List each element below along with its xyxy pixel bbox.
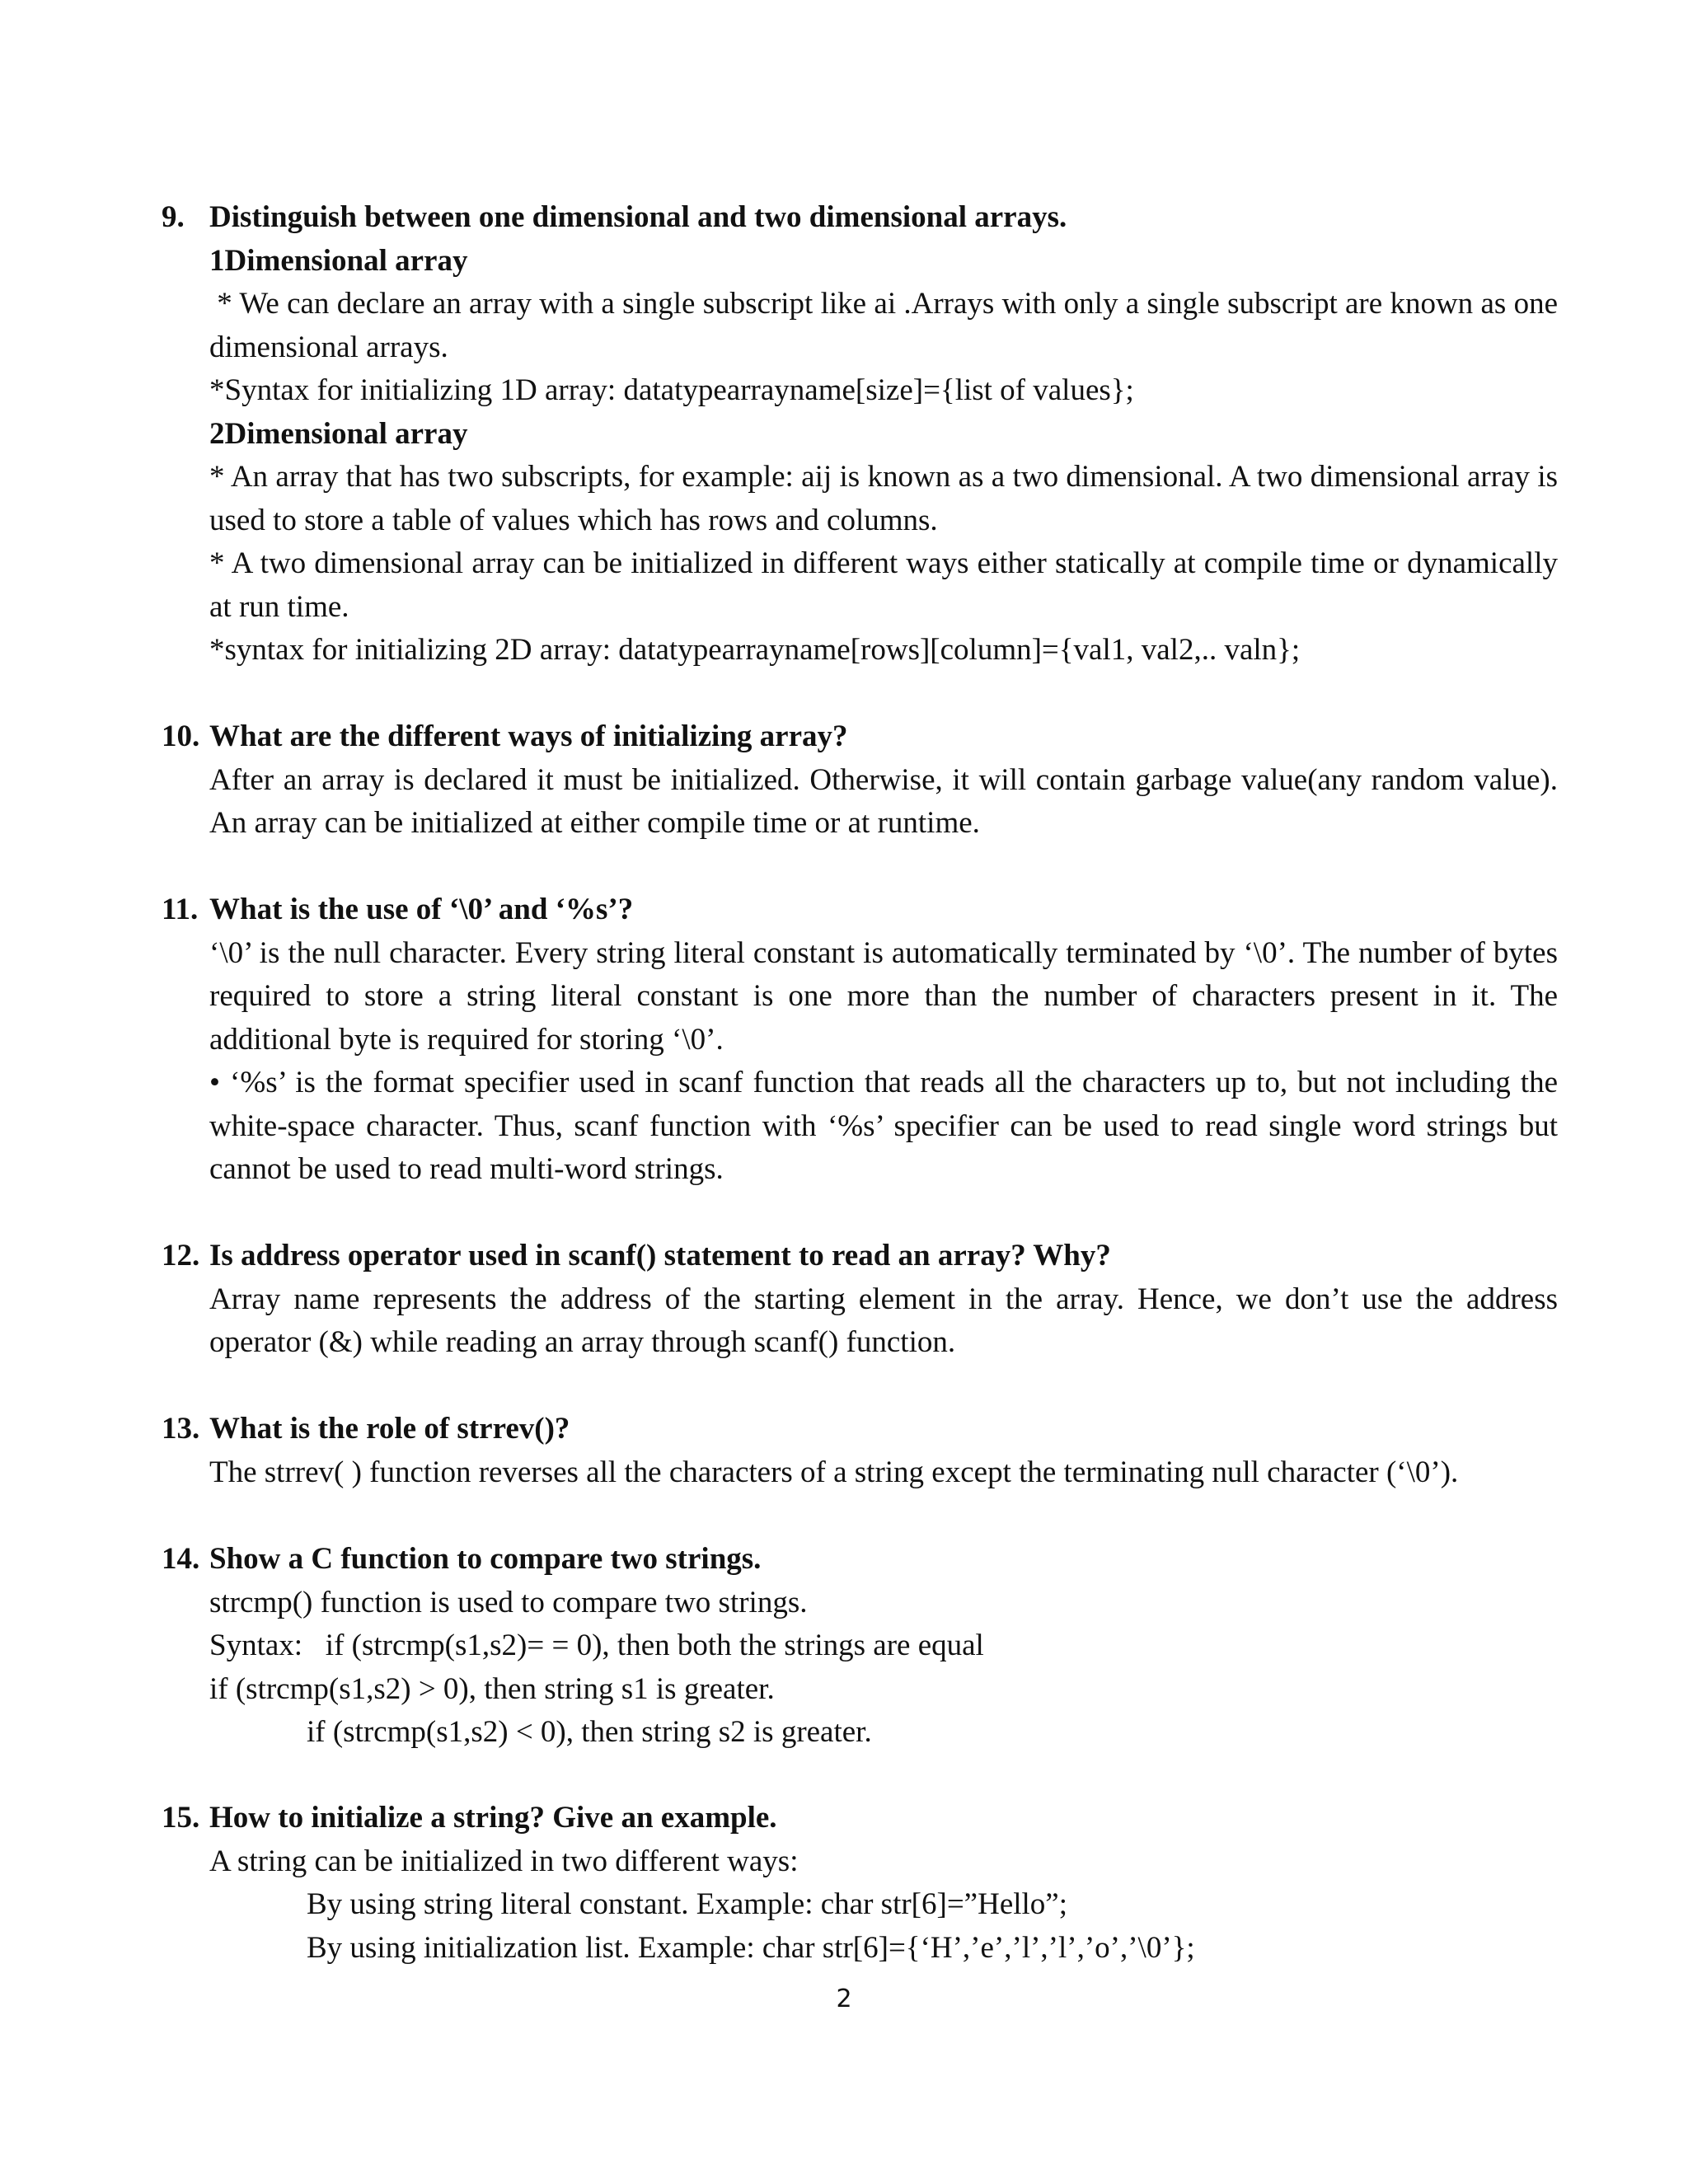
question-body	[209, 1797, 1558, 1970]
question-title: Distinguish between one dimensional and two dimensional arrays.	[209, 200, 1067, 234]
question-number: 10.	[162, 719, 200, 753]
question-number: 13.	[162, 1412, 200, 1446]
subheading-2d-array: 2Dimensional array	[209, 416, 468, 451]
question-body	[209, 715, 1558, 846]
text-line: if (strcmp(s1,s2) > 0), then string s1 is greater.	[209, 1671, 775, 1706]
question-title: How to initialize a string? Give an example.	[209, 1801, 777, 1835]
paragraph: * We can declare an array with a single subscript like ai .Arrays with only a single subscript are known as one dimensional arrays.	[209, 287, 1566, 364]
example-line: By using initialization list. Example: char str[6]={‘H’,’e’,’l’,’l’,’o’,’\0’};	[307, 1930, 1195, 1965]
example-line: By using string literal constant. Example: char str[6]=”Hello”;	[307, 1887, 1068, 1921]
paragraph: * An array that has two subscripts, for example: aij is known as a two dimensional. A two dimensional array is used to store a table of values which has rows and columns.	[209, 460, 1558, 537]
syntax-line: Syntax: if (strcmp(s1,s2)= = 0), then both the strings are equal	[209, 1629, 984, 1662]
question-title: What are the different ways of initializing array?	[209, 719, 848, 753]
question-body	[209, 888, 1558, 1192]
paragraph: * A two dimensional array can be initialized in different ways either statically at compile time or dynamically at run time.	[209, 546, 1558, 624]
question-number: 14.	[162, 1542, 200, 1576]
paragraph: ‘\0’ is the null character. Every string literal constant is automatically terminated by ‘\0’. The number of bytes required to store a string literal constant is one more than the number of characters present in it. The additional byte is required for storing ‘\0’.	[209, 935, 1558, 1057]
text-line: strcmp() function is used to compare two strings.	[209, 1585, 808, 1619]
question-body	[209, 1538, 1558, 1755]
question-title: What is the use of ‘\0’ and ‘%s’?	[209, 893, 634, 926]
paragraph: *Syntax for initializing 1D array: datatypearrayname[size]={list of values};	[209, 373, 1134, 407]
question-number: 15.	[162, 1801, 200, 1835]
question-body	[209, 1408, 1558, 1494]
text-line: if (strcmp(s1,s2) < 0), then string s2 is greater.	[307, 1715, 872, 1749]
question-title: What is the role of strrev()?	[209, 1412, 570, 1446]
paragraph: *syntax for initializing 2D array: datatypearrayname[rows][column]={val1, val2,.. valn};	[209, 633, 1301, 667]
text-line: A string can be initialized in two different ways:	[209, 1844, 799, 1878]
paragraph: The strrev( ) function reverses all the characters of a string except the terminating null character (‘\0’).	[209, 1455, 1459, 1489]
question-title: Is address operator used in scanf() statement to read an array? Why?	[209, 1239, 1111, 1272]
question-body	[209, 196, 1566, 673]
question-title: Show a C function to compare two strings.	[209, 1542, 762, 1576]
question-body	[209, 1235, 1558, 1365]
question-number: 9.	[162, 200, 185, 234]
paragraph: Array name represents the address of the starting element in the array. Hence, we don’t use the address operator (&) while reading an array through scanf() function.	[209, 1282, 1558, 1359]
page-number: 2	[836, 1985, 852, 2013]
paragraph: After an array is declared it must be initialized. Otherwise, it will contain garbage value(any random value). An array can be initialized at either compile time or at runtime.	[209, 762, 1558, 840]
subheading-1d-array: 1Dimensional array	[209, 243, 468, 278]
question-number: 11.	[162, 893, 199, 926]
question-number: 12.	[162, 1239, 200, 1272]
paragraph: • ‘%s’ is the format specifier used in scanf function that reads all the characters up to, but not including the white-space character. Thus, scanf function with ‘%s’ specifier can be used to read single word strings but cannot be used to read multi-word strings.	[209, 1066, 1558, 1186]
